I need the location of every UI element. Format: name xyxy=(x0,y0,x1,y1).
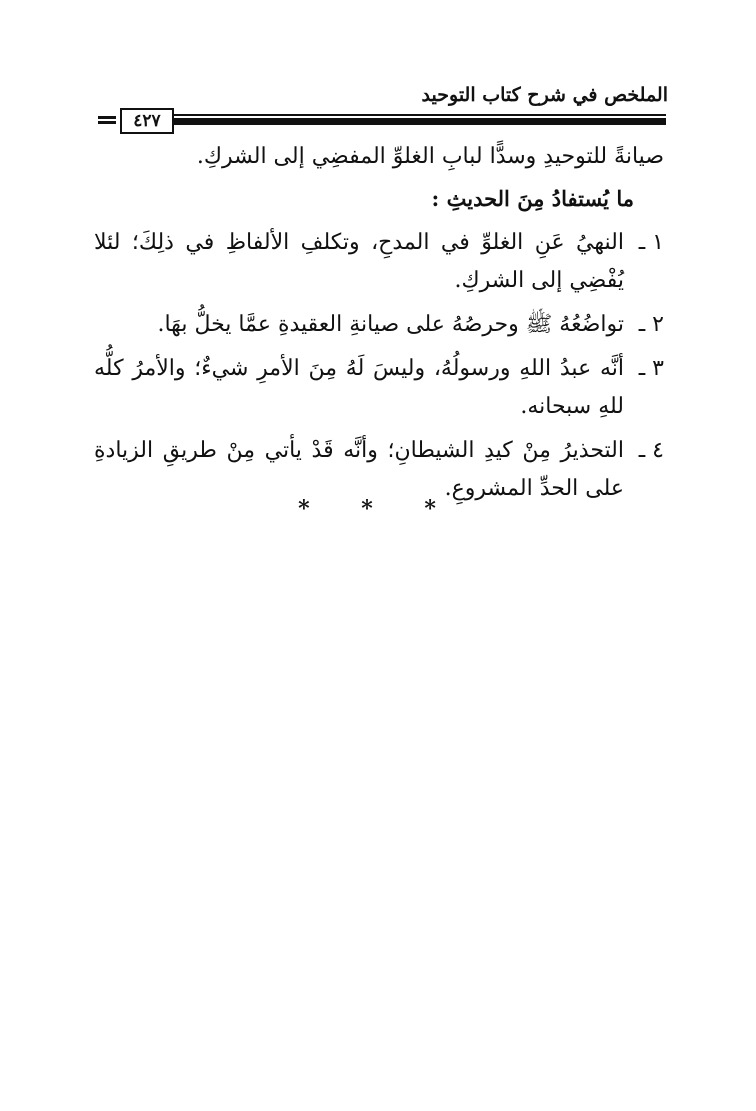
list-item-number: ٤ ـ xyxy=(638,438,664,463)
running-head-title: الملخص في شرح كتاب التوحيد xyxy=(421,84,668,106)
list-item-number: ٢ ـ xyxy=(638,312,664,337)
section-heading: ما يُستفادُ مِنَ الحديثِ : xyxy=(431,186,634,211)
list-item-number: ٣ ـ xyxy=(638,356,664,381)
list-item-text: أنَّه عبدُ اللهِ ورسولُهُ، وليسَ لَهُ مِنَ الأمرِ شيءٌ؛ والأمرُ كلُّه للهِ سبحانه. xyxy=(94,356,624,419)
header-rule-thin xyxy=(173,114,666,116)
page-number-bars xyxy=(98,116,116,126)
list-item xyxy=(94,306,664,344)
page-number: ٤٢٧ xyxy=(120,108,174,134)
list-item xyxy=(94,350,664,426)
list-item-text: النهيُ عَنِ الغلوِّ في المدحِ، وتكلفِ الألفاظِ في ذلِكَ؛ لئلا يُفْضِي إلى الشركِ. xyxy=(94,230,624,293)
section-separator: * * * xyxy=(298,496,458,522)
list-item xyxy=(94,224,664,300)
list-item-number: ١ ـ xyxy=(638,230,664,255)
intro-paragraph: صيانةً للتوحيدِ وسدًّا لبابِ الغلوِّ المفضِي إلى الشركِ. xyxy=(196,144,664,169)
list-item-text: تواضُعُهُ ﷺ وحرصُهُ على صيانةِ العقيدةِ عمَّا يخلُّ بهَا. xyxy=(157,312,624,337)
header-rule xyxy=(98,111,666,131)
body-text xyxy=(94,138,664,514)
list-item-text: التحذيرُ مِنْ كيدِ الشيطانِ؛ وأنَّه قَدْ يأتي مِنْ طريقِ الزيادةِ على الحدِّ المشروعِ. xyxy=(94,438,624,501)
header-rule-thick xyxy=(173,118,666,125)
